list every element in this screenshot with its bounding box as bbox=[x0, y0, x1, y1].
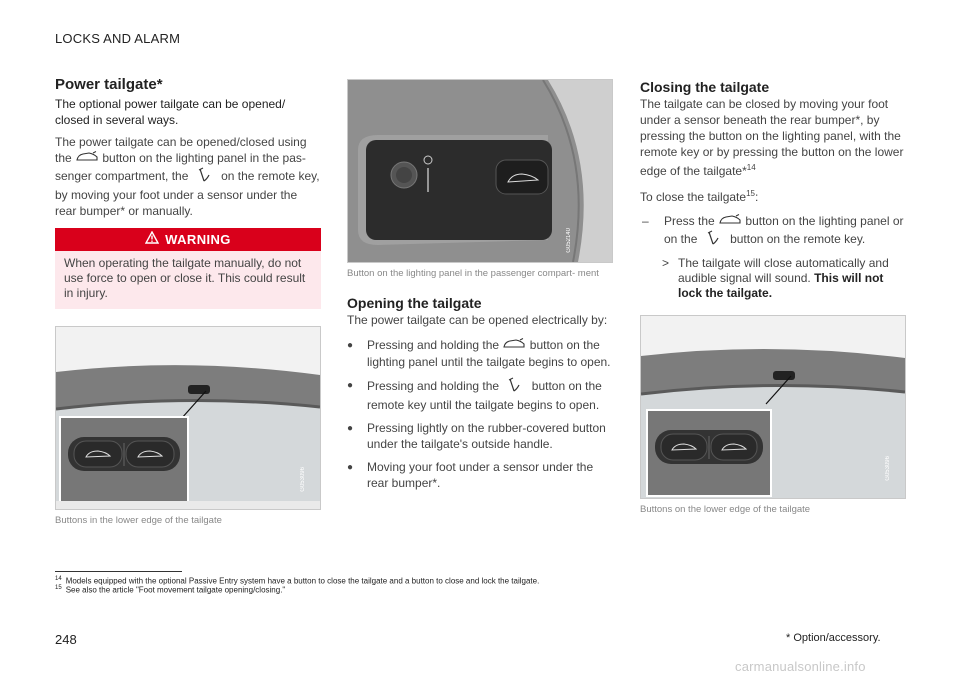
figure-caption: Button on the lighting panel in the passenger compart- ment bbox=[347, 268, 599, 279]
remote-tailgate-icon bbox=[701, 230, 727, 250]
to-close-line bbox=[640, 186, 906, 205]
body-text: The power tailgate can be opened/closed using the bbox=[55, 135, 307, 165]
intro-lead: The optional power tailgate can be opened/ closed in several ways. bbox=[55, 97, 286, 127]
column-3 bbox=[640, 76, 906, 516]
section-header: LOCKS AND ALARM bbox=[55, 31, 181, 46]
tailgate-buttons-figure bbox=[55, 326, 321, 510]
bullet: ● bbox=[347, 461, 354, 473]
text: button on the lighting panel until the tailgate begins to open. bbox=[367, 338, 611, 369]
text: The tailgate will close automatically and audible signal will sound. bbox=[678, 255, 889, 285]
body-text: button on the lighting panel in the pas- senger compartment, the bbox=[55, 151, 306, 183]
warning-text: When operating the tailgate manually, do not use force to open or close it. This could result in injury. bbox=[64, 255, 306, 300]
warning-box bbox=[55, 228, 321, 309]
footnote-ref: 15 bbox=[746, 189, 755, 198]
step-item bbox=[640, 213, 906, 250]
warning-title: WARNING bbox=[165, 231, 231, 247]
section-heading-opening: Opening the tailgate bbox=[347, 295, 482, 311]
car-tailgate-icon bbox=[718, 214, 742, 230]
opening-intro: The power tailgate can be opened electrically by: bbox=[347, 313, 608, 327]
lighting-panel-figure bbox=[347, 79, 613, 263]
text: : bbox=[754, 190, 759, 204]
list-item bbox=[347, 420, 613, 452]
footnote-text: Models equipped with the optional Passive Entry system have a button to close the tailgate and a button to close and lock the tailgate. bbox=[65, 576, 540, 586]
image-id: G053096 bbox=[885, 455, 891, 481]
text: To close the tailgate bbox=[640, 190, 747, 204]
page-number: 248 bbox=[55, 632, 77, 647]
closing-body bbox=[640, 96, 906, 179]
warning-header bbox=[55, 228, 321, 251]
figure-caption: Buttons on the lower edge of the tailgate bbox=[640, 503, 811, 515]
footnote-rule bbox=[55, 571, 182, 572]
image-id: G052140 bbox=[566, 228, 572, 253]
bullet: ● bbox=[347, 422, 354, 434]
footnote-number: 15 bbox=[55, 585, 62, 591]
list-item-text: Moving your foot under a sensor under the rear bumper*. bbox=[367, 459, 594, 490]
list-item bbox=[347, 377, 613, 413]
step-text bbox=[664, 213, 906, 250]
figure-caption: Buttons in the lower edge of the tailgate bbox=[55, 514, 222, 526]
result-arrow: > bbox=[662, 255, 670, 270]
text: button on the lighting panel or on the bbox=[664, 214, 904, 246]
warning-triangle-icon bbox=[145, 231, 159, 247]
footnote-ref: 14 bbox=[746, 163, 756, 172]
step-dash: – bbox=[642, 214, 649, 228]
watermark: carmanualsonline.info bbox=[735, 659, 866, 674]
text: The tailgate can be closed by moving your foot under a sensor beneath the rear bumper*, by pressing the button on the lighting panel, with the remote key or by pressing the button on the lower edge of the tailgate* bbox=[640, 97, 904, 178]
image-id: G053096 bbox=[300, 466, 306, 492]
car-tailgate-icon bbox=[75, 151, 99, 167]
list-item-text bbox=[367, 337, 613, 370]
footnote-text: See also the article "Foot movement tailgate opening/closing." bbox=[65, 585, 286, 595]
tailgate-buttons-figure bbox=[640, 315, 906, 499]
list-item bbox=[347, 459, 613, 491]
car-tailgate-icon bbox=[502, 338, 526, 354]
text: Press the bbox=[664, 214, 715, 228]
result-item bbox=[640, 256, 906, 301]
text: button on the remote key. bbox=[730, 232, 866, 246]
page-title: Power tailgate* bbox=[55, 76, 163, 93]
result-text bbox=[678, 256, 906, 301]
list-item-text bbox=[367, 377, 613, 413]
intro-body bbox=[55, 134, 321, 219]
remote-tailgate-icon bbox=[192, 167, 218, 187]
column-2 bbox=[347, 79, 613, 491]
footnote-number: 14 bbox=[55, 576, 62, 582]
text: Pressing and holding the bbox=[367, 379, 500, 393]
bullet: ● bbox=[347, 340, 354, 351]
text: Pressing and holding the bbox=[367, 338, 500, 352]
column-1 bbox=[55, 76, 321, 527]
remote-tailgate-icon bbox=[502, 377, 528, 397]
text: button on the remote key until the tailgate begins to open. bbox=[367, 379, 602, 412]
body-text: on the remote key, by moving your foot under a sensor under the rear bumper* or manually. bbox=[55, 169, 320, 218]
list-item bbox=[347, 337, 613, 370]
bold-text: This will not lock the tailgate. bbox=[678, 270, 884, 300]
section-heading-closing: Closing the tailgate bbox=[640, 79, 770, 95]
option-accessory-note: * Option/accessory. bbox=[786, 632, 881, 644]
list-item-text: Pressing lightly on the rubber-covered button under the tailgate's outside handle. bbox=[367, 420, 606, 451]
footnote-15 bbox=[55, 584, 285, 595]
bullet: ● bbox=[347, 379, 354, 391]
